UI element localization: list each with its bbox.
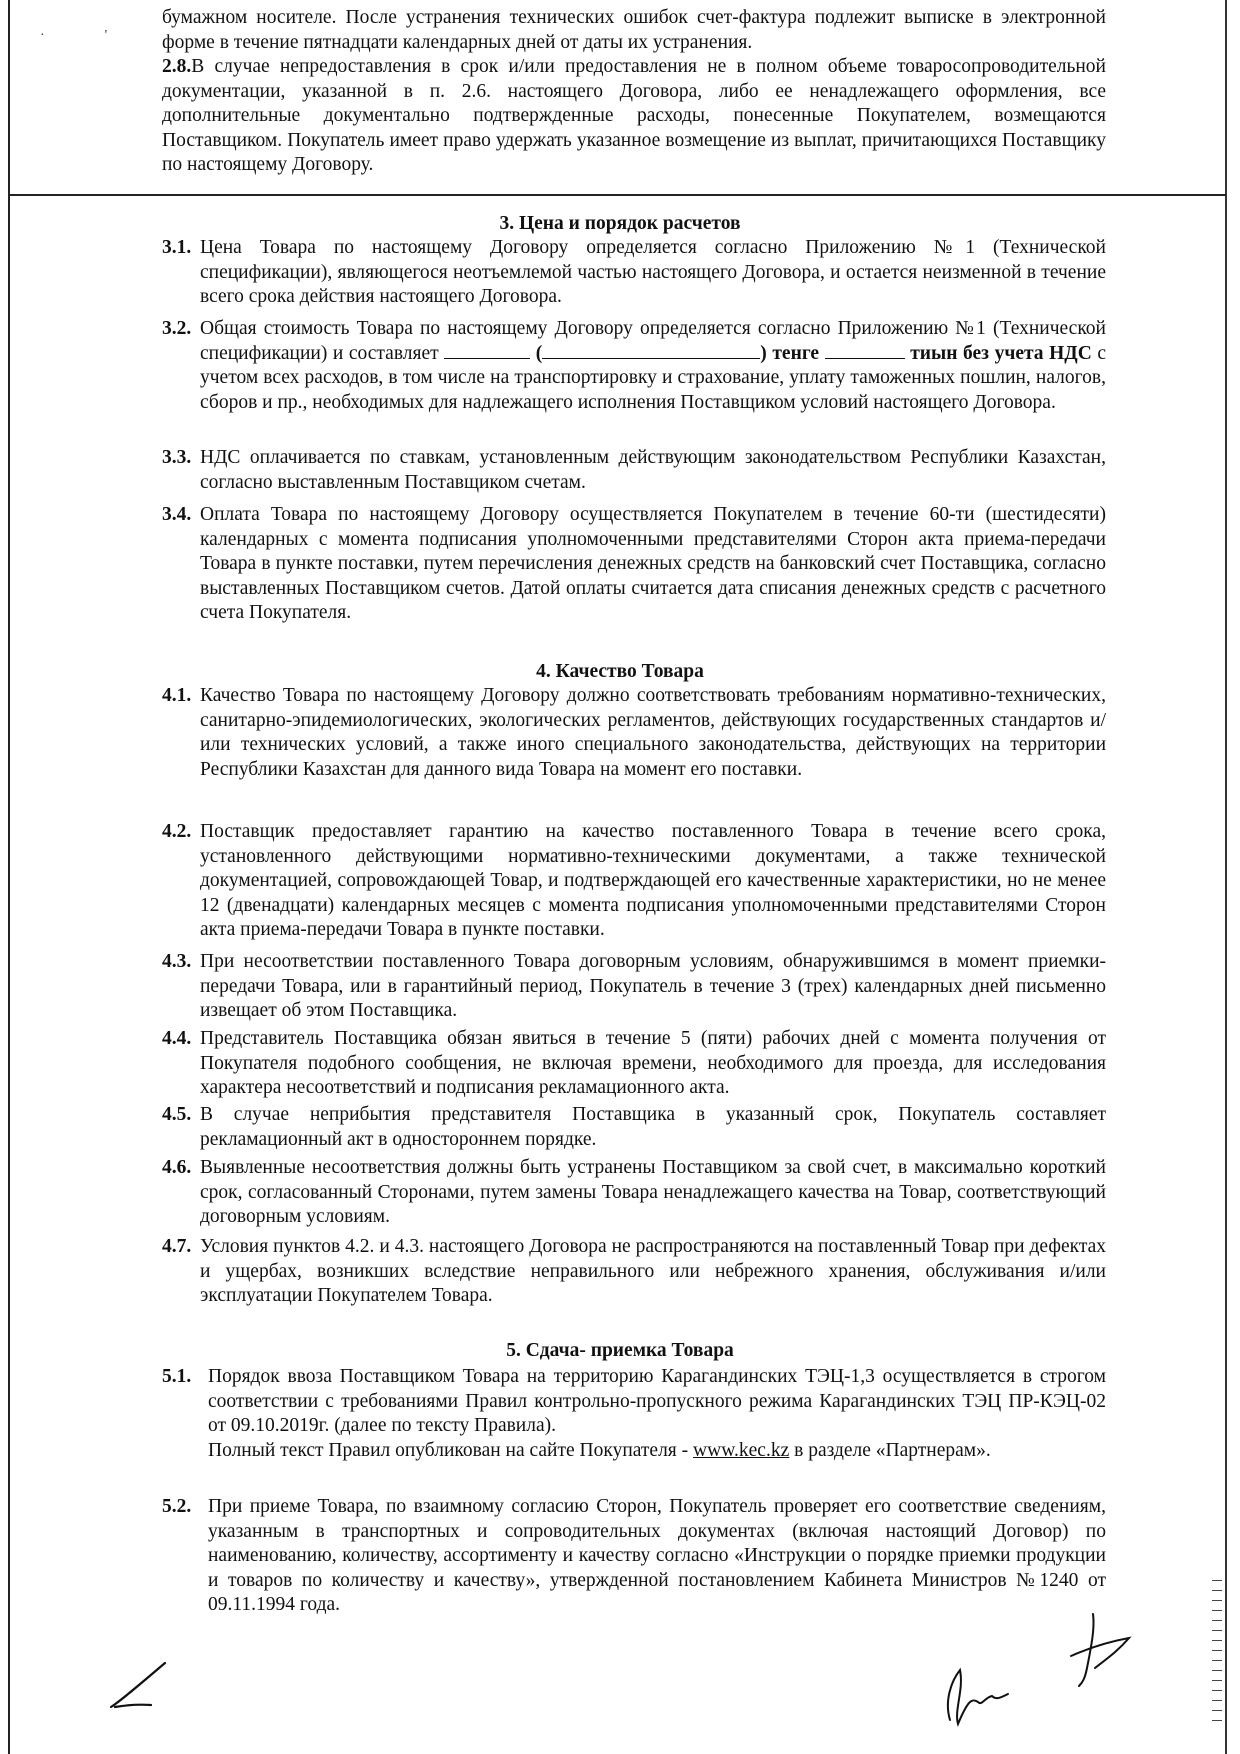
edge-tick-marks — [1212, 1580, 1222, 1740]
clause-4-1 — [162, 684, 1106, 782]
clause-3-1 — [162, 236, 1106, 310]
clause-text: В случае неприбытия представителя Поставщика в указанный срок, Покупатель составляет рекламационный акт в одностороннем порядке. — [200, 1104, 1106, 1150]
clause-text: Поставщик предоставляет гарантию на качество поставленного Товара в течение всего срока, установленного действующими нормативно-техническими документами, а также технической документацией, сопровождающей Товар, и подтверждающей его качественные характеристики, но не менее 12 (двенадцати) календарных месяцев с момента подписания уполномоченными представителями Сторон акта приема-передачи Товара в пункте поставки. — [200, 821, 1106, 940]
initial-signature-right — [1065, 1608, 1135, 1688]
clause-number: 3.1. — [162, 237, 192, 258]
left-border-line — [8, 0, 10, 1754]
clause-number: 2.8. — [162, 56, 192, 77]
section-4-title: 4. Качество Товара — [536, 661, 704, 682]
clause-number: 3.2. — [162, 318, 192, 339]
continuation-text — [162, 6, 1106, 178]
clause-text: Цена Товара по настоящему Договору определяется согласно Приложению №1 (Технической спецификации), являющегося неотъемлемой частью настоящего Договора, и остается неизменной в течение всего срока действия настоящего Договора. — [200, 237, 1106, 307]
clause-number: 5.2. — [162, 1496, 192, 1517]
clause-3-3 — [162, 446, 1106, 495]
clause-4-7 — [162, 1235, 1106, 1309]
clause-number: 4.2. — [162, 821, 192, 842]
clause-number: 4.5. — [162, 1104, 192, 1125]
clause-text: Порядок ввоза Поставщиком Товара на территорию Карагандинских ТЭЦ-1,3 осуществляется в строгом соответствии с требованиями Правил контрольно-пропускного режима Карагандинских ТЭЦ ПР-КЭЦ-02 от 09.10.2019г. (далее по тексту Правила). Полный текст Правил опубликован на сайте Покупателя - www.kec.kz в разделе «Партнерам». — [208, 1366, 1106, 1461]
clause-4-3 — [162, 950, 1106, 1024]
clause-text: Качество Товара по настоящему Договору должно соответствовать требованиям нормативно-технических, санитарно-эпидемиологических, экологических регламентов, действующих государственных стандартов и/или технических условий, а также иного специального законодательства, действующих на территории Республики Казахстан для данного вида Товара на момент его поставки. — [200, 685, 1106, 780]
signature-right — [938, 1640, 1018, 1730]
initial-signature-left — [105, 1655, 175, 1715]
clause-text: При несоответствии поставленного Товара договорным условиям, обнаружившимся в момент приемки-передачи Товара, или в гарантийный период, Покупатель в течение 3 (трех) календарных дней письменно извещает об этом Поставщика. — [200, 951, 1106, 1021]
clause-3-2 — [162, 317, 1106, 415]
section-3-title: 3. Цена и порядок расчетов — [499, 213, 741, 234]
clause-number: 4.1. — [162, 685, 192, 706]
website-link[interactable]: www.kec.kz — [693, 1439, 790, 1461]
clause-text: Оплата Товара по настоящему Договору осуществляется Покупателем в течение 60-ти (шестидесяти) календарных с момента подписания уполномоченными представителями Сторон акта приема-передачи Товара в пункте поставки, путем перечисления денежных средств на банковский счет Поставщика, согласно выставленных Поставщиком счетов. Датой оплаты считается дата списания денежных средств с расчетного счета Покупателя. — [200, 504, 1106, 623]
clause-4-5 — [162, 1103, 1106, 1152]
clause-number: 4.7. — [162, 1236, 192, 1257]
clause-3-4 — [162, 503, 1106, 626]
scan-specks: ·' — [40, 28, 168, 43]
clause-number: 4.3. — [162, 951, 192, 972]
section-5-title: 5. Сдача- приемка Товара — [506, 1340, 734, 1361]
clause-5-2 — [162, 1495, 1106, 1618]
clause-number: 4.4. — [162, 1028, 192, 1049]
clause-text: Представитель Поставщика обязан явиться в течение 5 (пяти) рабочих дней с момента получения от Покупателя подобного сообщения, не включая времени, необходимого для проезда, для исследования характера несоответствий и подписания рекламационного акта. — [200, 1028, 1106, 1098]
clause-text: НДС оплачивается по ставкам, установленным действующим законодательством Республики Казахстан, согласно выставленным Поставщиком счетам. — [200, 447, 1106, 493]
clause-number: 5.1. — [162, 1366, 192, 1387]
clause-4-4 — [162, 1027, 1106, 1101]
amount-words-blank-field[interactable] — [542, 342, 760, 359]
clause-5-1 — [162, 1365, 1106, 1463]
clause-4-6 — [162, 1156, 1106, 1230]
tiyn-blank-field[interactable] — [825, 342, 905, 359]
clause-number: 3.4. — [162, 504, 192, 525]
amount-blank-field[interactable] — [444, 342, 530, 359]
clause-text: В случае непредоставления в срок и/или предоставления не в полном объеме товаросопроводительной документации, указанной в п. 2.6. настоящего Договора, либо ее ненадлежащего оформления, все дополнительные документально подтвержденные расходы, понесенные Покупателем, возмещаются Поставщиком. Покупатель имеет право удержать указанное возмещение из выплат, причитающихся Поставщику по настоящему Договору. — [162, 56, 1106, 175]
paragraph-2-7-tail: бумажном носителе. После устранения технических ошибок счет-фактура подлежит выписке в электронной форме в течение пятнадцати календарных дней от даты их устранения. — [162, 7, 1106, 53]
right-border-line — [1225, 0, 1227, 1754]
clause-number: 3.3. — [162, 447, 192, 468]
clause-number: 4.6. — [162, 1157, 192, 1178]
clause-text: Общая стоимость Товара по настоящему Договору определяется согласно Приложению №1 (Технической спецификации) и составляет ( ) тенге тиын без учета НДС с учетом всех расходов, в том числе на транспортировку и страхование, уплату таможенных пошлин, налогов, сборов и пр., необходимых для надлежащего исполнения Поставщиком условий настоящего Договора. — [200, 318, 1106, 413]
section-divider-line — [8, 194, 1226, 196]
clause-text: Условия пунктов 4.2. и 4.3. настоящего Договора не распространяются на поставленный Товар при дефектах и ущербах, возникших вследствие неправильного или небрежного хранения, обслуживания и/или эксплуатации Покупателем Товара. — [200, 1236, 1106, 1306]
clause-text: При приеме Товара, по взаимному согласию Сторон, Покупатель проверяет его соответствие сведениям, указанным в транспортных и сопроводительных документах (включая настоящий Договор) по наименованию, количеству, ассортименту и качеству согласно «Инструкции о порядке приемки продукции и товаров по количеству и качеству», утвержденной постановлением Кабинета Министров №1240 от 09.11.1994 года. — [208, 1496, 1106, 1615]
paragraph-2-8 — [162, 55, 1106, 178]
clause-4-2 — [162, 820, 1106, 943]
clause-text: Выявленные несоответствия должны быть устранены Поставщиком за свой счет, в максимально короткий срок, согласованный Сторонами, путем замены Товара ненадлежащего качества на Товар, соответствующий договорным условиям. — [200, 1157, 1106, 1227]
